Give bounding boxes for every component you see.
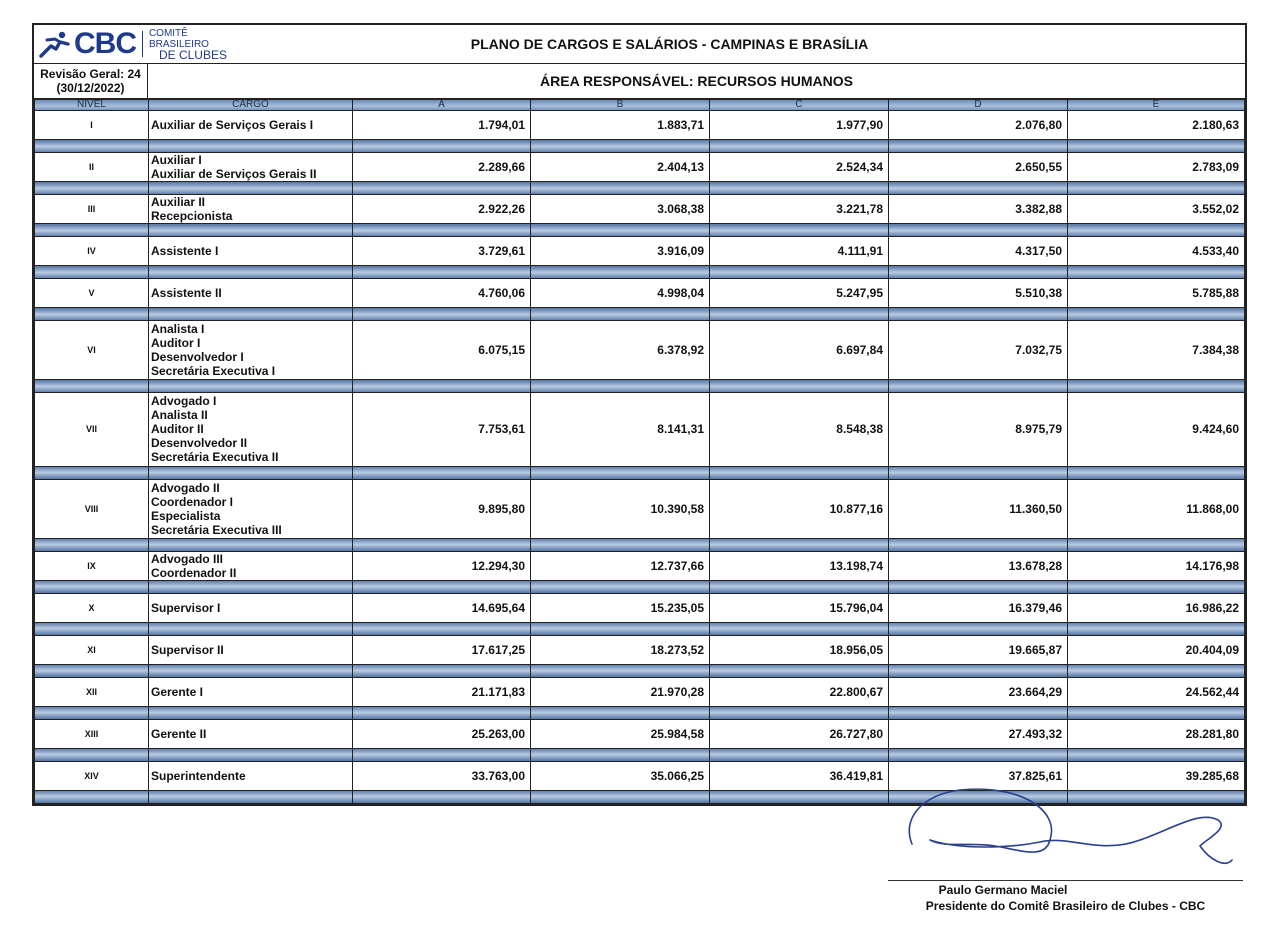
separator-cell xyxy=(353,538,531,551)
separator-cell xyxy=(35,748,149,761)
table-header-row xyxy=(35,100,1245,111)
separator-cell xyxy=(149,182,353,195)
separator-cell xyxy=(889,266,1068,279)
separator-cell xyxy=(149,748,353,761)
row-separator xyxy=(35,580,1245,593)
separator-cell xyxy=(353,580,531,593)
salary-value-cell: 7.032,75 xyxy=(889,321,1068,380)
salary-value-cell: 12.737,66 xyxy=(531,551,710,580)
table-row xyxy=(35,677,1245,706)
separator-cell xyxy=(353,706,531,719)
revision-date: (30/12/2022) xyxy=(56,81,125,95)
salary-value-cell: 2.180,63 xyxy=(1068,111,1245,140)
cargo-name: Gerente II xyxy=(151,726,207,741)
nivel-cell: XIV xyxy=(35,761,149,790)
salary-value-cell: 26.727,80 xyxy=(710,719,889,748)
salary-value-cell: 24.562,44 xyxy=(1068,677,1245,706)
separator-cell xyxy=(889,538,1068,551)
salary-value-cell: 8.141,31 xyxy=(531,393,710,467)
separator-cell xyxy=(149,706,353,719)
separator-cell xyxy=(889,308,1068,321)
row-separator xyxy=(35,748,1245,761)
row-separator xyxy=(35,538,1245,551)
nivel-cell: III xyxy=(35,195,149,224)
revision-info xyxy=(34,64,148,98)
separator-cell xyxy=(531,790,710,803)
column-header: B xyxy=(531,100,710,111)
separator-cell xyxy=(149,790,353,803)
table-row xyxy=(35,195,1245,224)
salary-value-cell: 5.510,38 xyxy=(889,279,1068,308)
salary-value-cell: 21.171,83 xyxy=(353,677,531,706)
separator-cell xyxy=(1068,748,1245,761)
salary-value-cell: 6.075,15 xyxy=(353,321,531,380)
salary-value-cell: 25.263,00 xyxy=(353,719,531,748)
table-row xyxy=(35,111,1245,140)
separator-cell xyxy=(710,308,889,321)
separator-cell xyxy=(353,308,531,321)
separator-cell xyxy=(531,538,710,551)
separator-cell xyxy=(889,140,1068,153)
cargo-name: Advogado II xyxy=(151,480,220,495)
salary-value-cell: 25.984,58 xyxy=(531,719,710,748)
salary-value-cell: 2.524,34 xyxy=(710,153,889,182)
separator-cell xyxy=(710,706,889,719)
cargo-cell xyxy=(149,719,353,748)
nivel-cell: VII xyxy=(35,393,149,467)
separator-cell xyxy=(35,380,149,393)
cargo-name: Secretária Executiva II xyxy=(151,450,279,465)
separator-cell xyxy=(710,538,889,551)
salary-value-cell: 17.617,25 xyxy=(353,635,531,664)
separator-cell xyxy=(35,790,149,803)
separator-cell xyxy=(35,266,149,279)
separator-cell xyxy=(149,664,353,677)
nivel-cell: XI xyxy=(35,635,149,664)
cargo-name: Supervisor II xyxy=(151,642,224,657)
salary-value-cell: 3.221,78 xyxy=(710,195,889,224)
separator-cell xyxy=(531,380,710,393)
salary-value-cell: 18.273,52 xyxy=(531,635,710,664)
salary-value-cell: 9.895,80 xyxy=(353,479,531,538)
separator-cell xyxy=(1068,580,1245,593)
cargo-name: Auxiliar I xyxy=(151,153,202,167)
nivel-cell: XIII xyxy=(35,719,149,748)
cargo-cell xyxy=(149,111,353,140)
cargo-name: Supervisor I xyxy=(151,600,221,615)
separator-cell xyxy=(35,664,149,677)
separator-cell xyxy=(35,224,149,237)
row-separator xyxy=(35,380,1245,393)
salary-value-cell: 3.729,61 xyxy=(353,237,531,266)
signatory-role: Presidente do Comitê Brasileiro de Clubes - CBC xyxy=(925,899,1206,913)
separator-cell xyxy=(889,380,1068,393)
table-row xyxy=(35,593,1245,622)
salary-value-cell: 10.390,58 xyxy=(531,479,710,538)
salary-value-cell: 21.970,28 xyxy=(531,677,710,706)
salary-value-cell: 23.664,29 xyxy=(889,677,1068,706)
separator-cell xyxy=(710,622,889,635)
salary-value-cell: 11.360,50 xyxy=(889,479,1068,538)
nivel-cell: IX xyxy=(35,551,149,580)
header-bar xyxy=(34,25,1245,64)
nivel-cell: IV xyxy=(35,237,149,266)
cargo-name: Coordenador II xyxy=(151,565,237,580)
separator-cell xyxy=(889,748,1068,761)
cargo-name: Auditor I xyxy=(151,336,201,350)
separator-cell xyxy=(531,748,710,761)
salary-value-cell: 1.883,71 xyxy=(531,111,710,140)
salary-value-cell: 6.697,84 xyxy=(710,321,889,380)
separator-cell xyxy=(710,182,889,195)
cargo-name: Recepcionista xyxy=(151,209,233,223)
cargo-name: Advogado I xyxy=(151,394,217,409)
logo-divider xyxy=(142,31,143,57)
separator-cell xyxy=(1068,380,1245,393)
salary-value-cell: 8.975,79 xyxy=(889,393,1068,467)
salary-table-sheet xyxy=(32,23,1247,806)
salary-value-cell: 2.289,66 xyxy=(353,153,531,182)
logo-text: CBC xyxy=(74,27,136,60)
salary-value-cell: 4.760,06 xyxy=(353,279,531,308)
salary-value-cell: 28.281,80 xyxy=(1068,719,1245,748)
separator-cell xyxy=(531,140,710,153)
separator-cell xyxy=(1068,140,1245,153)
cargo-name: Secretária Executiva I xyxy=(151,364,276,378)
responsible-area: ÁREA RESPONSÁVEL: RECURSOS HUMANOS xyxy=(540,73,853,89)
salary-value-cell: 8.548,38 xyxy=(710,393,889,467)
separator-cell xyxy=(889,224,1068,237)
cargo-name: Desenvolvedor II xyxy=(151,436,248,451)
logo-subtitle xyxy=(149,28,244,61)
separator-cell xyxy=(353,140,531,153)
separator-cell xyxy=(531,466,710,479)
salary-value-cell: 15.796,04 xyxy=(710,593,889,622)
separator-cell xyxy=(353,664,531,677)
separator-cell xyxy=(1068,308,1245,321)
salary-value-cell: 14.695,64 xyxy=(353,593,531,622)
cbc-logo xyxy=(34,25,244,63)
salary-value-cell: 4.317,50 xyxy=(889,237,1068,266)
table-row xyxy=(35,279,1245,308)
salary-value-cell: 4.111,91 xyxy=(710,237,889,266)
separator-cell xyxy=(889,622,1068,635)
separator-cell xyxy=(35,580,149,593)
separator-cell xyxy=(710,790,889,803)
cargo-name: Auxiliar II xyxy=(151,195,206,209)
salary-value-cell: 14.176,98 xyxy=(1068,551,1245,580)
separator-cell xyxy=(35,538,149,551)
row-separator xyxy=(35,140,1245,153)
cargo-cell xyxy=(149,761,353,790)
salary-value-cell: 27.493,32 xyxy=(889,719,1068,748)
separator-cell xyxy=(710,380,889,393)
separator-cell xyxy=(531,706,710,719)
column-header: D xyxy=(889,100,1068,111)
separator-cell xyxy=(710,224,889,237)
separator-cell xyxy=(149,538,353,551)
separator-cell xyxy=(149,580,353,593)
cargo-name: Auxiliar de Serviços Gerais II xyxy=(151,167,317,181)
row-separator xyxy=(35,466,1245,479)
cargo-name: Coordenador I xyxy=(151,494,234,509)
salary-value-cell: 39.285,68 xyxy=(1068,761,1245,790)
cargo-name: Desenvolvedor I xyxy=(151,350,244,364)
cargo-cell xyxy=(149,635,353,664)
salary-value-cell: 13.198,74 xyxy=(710,551,889,580)
cargo-name: Advogado III xyxy=(151,551,223,566)
salary-value-cell: 36.419,81 xyxy=(710,761,889,790)
separator-cell xyxy=(353,466,531,479)
separator-cell xyxy=(889,580,1068,593)
table-row xyxy=(35,153,1245,182)
column-header: C xyxy=(710,100,889,111)
separator-cell xyxy=(531,580,710,593)
salary-value-cell: 3.068,38 xyxy=(531,195,710,224)
nivel-cell: V xyxy=(35,279,149,308)
salary-value-cell: 2.076,80 xyxy=(889,111,1068,140)
separator-cell xyxy=(710,266,889,279)
separator-cell xyxy=(35,466,149,479)
salary-value-cell: 5.247,95 xyxy=(710,279,889,308)
separator-cell xyxy=(1068,538,1245,551)
nivel-cell: I xyxy=(35,111,149,140)
separator-cell xyxy=(35,706,149,719)
separator-cell xyxy=(1068,224,1245,237)
cargo-cell xyxy=(149,479,353,538)
salary-value-cell: 2.404,13 xyxy=(531,153,710,182)
cargo-cell xyxy=(149,321,353,380)
row-separator xyxy=(35,224,1245,237)
separator-cell xyxy=(149,224,353,237)
separator-cell xyxy=(710,748,889,761)
cargo-cell xyxy=(149,279,353,308)
salary-value-cell: 13.678,28 xyxy=(889,551,1068,580)
salary-value-cell: 37.825,61 xyxy=(889,761,1068,790)
page-title: PLANO DE CARGOS E SALÁRIOS - CAMPINAS E BRASÍLIA xyxy=(470,36,869,52)
row-separator xyxy=(35,182,1245,195)
cargo-cell xyxy=(149,593,353,622)
separator-cell xyxy=(353,224,531,237)
separator-cell xyxy=(149,266,353,279)
separator-cell xyxy=(889,182,1068,195)
separator-cell xyxy=(1068,266,1245,279)
separator-cell xyxy=(35,308,149,321)
cargo-name: Gerente I xyxy=(151,684,204,699)
salary-value-cell: 1.977,90 xyxy=(710,111,889,140)
table-body xyxy=(35,111,1245,804)
separator-cell xyxy=(35,182,149,195)
separator-cell xyxy=(1068,466,1245,479)
nivel-cell: II xyxy=(35,153,149,182)
salary-value-cell: 6.378,92 xyxy=(531,321,710,380)
salary-value-cell: 2.783,09 xyxy=(1068,153,1245,182)
salary-value-cell: 11.868,00 xyxy=(1068,479,1245,538)
separator-cell xyxy=(35,140,149,153)
salary-value-cell: 7.384,38 xyxy=(1068,321,1245,380)
logo-sub-line-1: COMITÊ BRASILEIRO xyxy=(148,27,209,50)
cargo-name: Auxiliar de Serviços Gerais I xyxy=(151,118,314,132)
handwritten-signature xyxy=(900,780,1240,885)
column-header: E xyxy=(1068,100,1245,111)
separator-cell xyxy=(353,748,531,761)
table-row xyxy=(35,237,1245,266)
cargo-cell xyxy=(149,677,353,706)
separator-cell xyxy=(1068,664,1245,677)
separator-cell xyxy=(149,466,353,479)
separator-cell xyxy=(889,466,1068,479)
revision-line-1: Revisão Geral: 24 xyxy=(40,67,141,81)
table-row xyxy=(35,551,1245,580)
salary-value-cell: 3.552,02 xyxy=(1068,195,1245,224)
separator-cell xyxy=(710,580,889,593)
salary-value-cell: 1.794,01 xyxy=(353,111,531,140)
separator-cell xyxy=(531,664,710,677)
separator-cell xyxy=(1068,622,1245,635)
salary-value-cell: 35.066,25 xyxy=(531,761,710,790)
cargo-name: Secretária Executiva III xyxy=(151,522,282,537)
separator-cell xyxy=(531,266,710,279)
cargo-cell xyxy=(149,551,353,580)
separator-cell xyxy=(531,622,710,635)
salary-value-cell: 20.404,09 xyxy=(1068,635,1245,664)
salary-value-cell: 10.877,16 xyxy=(710,479,889,538)
salary-value-cell: 3.382,88 xyxy=(889,195,1068,224)
cargo-name: Assistente I xyxy=(151,244,219,258)
table-row xyxy=(35,479,1245,538)
row-separator xyxy=(35,308,1245,321)
separator-cell xyxy=(1068,706,1245,719)
subheader-bar xyxy=(34,64,1245,99)
logo-sub-line-2: DE CLUBES xyxy=(158,47,227,62)
cargo-cell xyxy=(149,195,353,224)
nivel-cell: VI xyxy=(35,321,149,380)
column-header: A xyxy=(353,100,531,111)
salary-value-cell: 4.533,40 xyxy=(1068,237,1245,266)
table-row xyxy=(35,719,1245,748)
column-header: NÍVEL xyxy=(35,100,149,111)
separator-cell xyxy=(710,664,889,677)
nivel-cell: XII xyxy=(35,677,149,706)
salary-value-cell: 33.763,00 xyxy=(353,761,531,790)
column-header: CARGO xyxy=(149,100,353,111)
cargo-name: Assistente II xyxy=(151,286,222,300)
runner-icon xyxy=(38,30,72,58)
salary-value-cell: 12.294,30 xyxy=(353,551,531,580)
salary-value-cell: 2.922,26 xyxy=(353,195,531,224)
cargo-name: Analista I xyxy=(151,322,205,336)
separator-cell xyxy=(149,140,353,153)
nivel-cell: VIII xyxy=(35,479,149,538)
salary-value-cell: 2.650,55 xyxy=(889,153,1068,182)
cargo-cell xyxy=(149,237,353,266)
separator-cell xyxy=(353,380,531,393)
nivel-cell: X xyxy=(35,593,149,622)
cargo-cell xyxy=(149,393,353,467)
table-row xyxy=(35,321,1245,380)
salary-value-cell: 9.424,60 xyxy=(1068,393,1245,467)
row-separator xyxy=(35,622,1245,635)
separator-cell xyxy=(710,466,889,479)
separator-cell xyxy=(149,380,353,393)
row-separator xyxy=(35,266,1245,279)
salary-value-cell: 7.753,61 xyxy=(353,393,531,467)
cargo-name: Analista II xyxy=(151,408,208,423)
row-separator xyxy=(35,706,1245,719)
salary-value-cell: 4.998,04 xyxy=(531,279,710,308)
separator-cell xyxy=(35,622,149,635)
salary-value-cell: 16.986,22 xyxy=(1068,593,1245,622)
salary-value-cell: 18.956,05 xyxy=(710,635,889,664)
separator-cell xyxy=(531,224,710,237)
separator-cell xyxy=(149,308,353,321)
salary-value-cell: 16.379,46 xyxy=(889,593,1068,622)
cargo-name: Auditor II xyxy=(151,422,204,437)
separator-cell xyxy=(353,266,531,279)
separator-cell xyxy=(889,664,1068,677)
separator-cell xyxy=(531,182,710,195)
salary-value-cell: 19.665,87 xyxy=(889,635,1068,664)
salary-value-cell: 15.235,05 xyxy=(531,593,710,622)
salary-value-cell: 5.785,88 xyxy=(1068,279,1245,308)
separator-cell xyxy=(149,622,353,635)
signatory-name: Paulo Germano Maciel xyxy=(938,883,1068,897)
row-separator xyxy=(35,664,1245,677)
separator-cell xyxy=(353,182,531,195)
salary-value-cell: 22.800,67 xyxy=(710,677,889,706)
cargo-cell xyxy=(149,153,353,182)
separator-cell xyxy=(531,308,710,321)
separator-cell xyxy=(889,706,1068,719)
cargo-name: Especialista xyxy=(151,508,221,523)
separator-cell xyxy=(353,622,531,635)
cargo-name: Superintendente xyxy=(151,768,246,783)
separator-cell xyxy=(710,140,889,153)
table-row xyxy=(35,393,1245,467)
separator-cell xyxy=(1068,182,1245,195)
salary-value-cell: 3.916,09 xyxy=(531,237,710,266)
table-row xyxy=(35,635,1245,664)
signature-line xyxy=(888,880,1243,881)
salary-table xyxy=(34,99,1245,804)
separator-cell xyxy=(353,790,531,803)
